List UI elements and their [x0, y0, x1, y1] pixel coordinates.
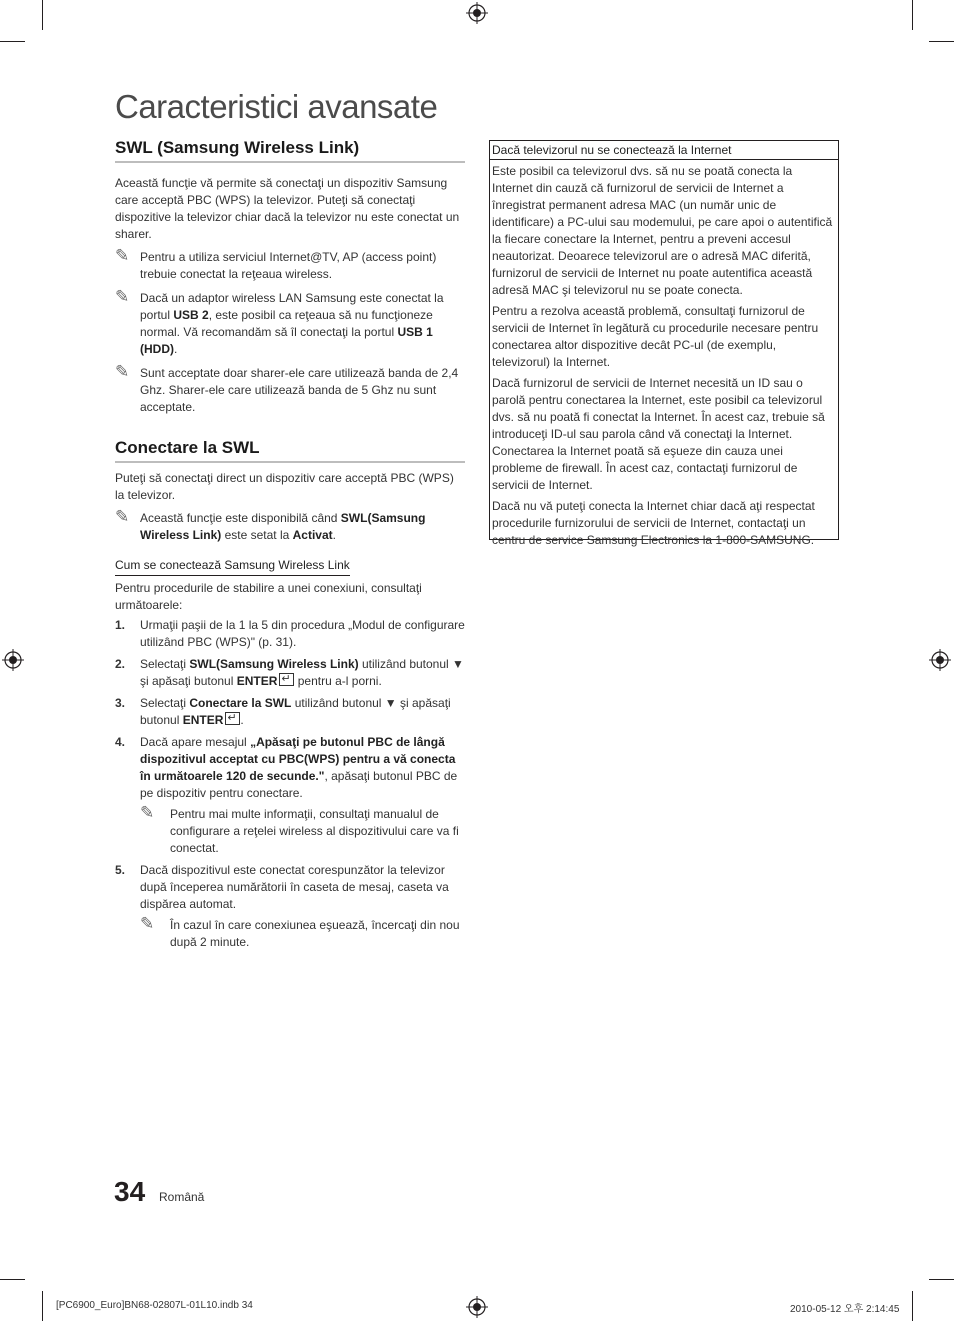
box-paragraph: Dacă furnizorul de servicii de Internet necesită un ID sau o parolă pentru conectarea la Internet, este posibil ca televizorul dvs. să nu poată fi conectat la Internet. În acest caz, trebuie să introduceţi ID-ul sau parola când vă conectaţi la Internet. Conectarea la Internet poată să eşueze din cauza unei probleme de firewall. În acest caz, contactaţi furnizorul de servicii de Internet. — [492, 376, 825, 492]
registration-mark-icon — [929, 649, 951, 671]
pencil-note-icon: ✎ — [140, 803, 155, 822]
step-text: Selectaţi — [140, 657, 190, 671]
note — [115, 246, 465, 283]
step-text: pentru a-l porni. — [294, 674, 382, 688]
left-column — [115, 138, 465, 951]
crop-mark — [0, 1279, 25, 1280]
pencil-note-icon: ✎ — [140, 914, 155, 933]
port-label: USB 1 (HDD) — [140, 325, 433, 356]
print-file-info: [PC6900_Euro]BN68-02807L-01L10.indb 34 — [56, 1300, 253, 1311]
step-1 — [115, 617, 465, 651]
step-text: , apăsaţi butonul PBC de pe dispozitiv pentru conectare. — [140, 769, 458, 800]
note-text: Sunt acceptate doar sharer-ele care utilizează banda de 2,4 Ghz. Sharer-ele care utilizează banda de 5 Ghz nu sunt acceptate. — [140, 366, 459, 414]
crop-mark — [912, 1291, 913, 1321]
subsection-intro: Pentru procedurile de stabilire a unei conexiuni, consultaţi următoarele: — [115, 581, 422, 612]
note-text: Dacă un adaptor wireless LAN Samsung este conectat la portul — [140, 291, 444, 322]
crop-mark — [42, 0, 43, 30]
menu-item-label: SWL(Samsung Wireless Link) — [189, 657, 359, 671]
note-text: este setat la — [221, 528, 293, 542]
step-3 — [115, 695, 465, 729]
note — [115, 287, 465, 358]
note-text: . — [174, 342, 178, 356]
step-text: Selectaţi — [140, 696, 190, 710]
step-text: . — [240, 713, 244, 727]
step-text: Dacă apare mesajul — [140, 735, 251, 749]
option-label: Activat — [292, 528, 333, 542]
note-text: Pentru a utiliza serviciul Internet@TV, AP (access point) trebuie conectat la reţeaua wireless. — [140, 250, 437, 281]
note — [115, 362, 465, 416]
menu-item-label: SWL(Samsung Wireless Link) — [140, 511, 426, 542]
swl-intro: Această funcţie vă permite să conectaţi un dispozitiv Samsung care acceptă PBC (WPS) la televizor. Puteţi să conectaţi dispozitive la televizor chiar dacă la televizor nu este conectat un sharer. — [115, 176, 460, 241]
note-text: Această funcţie este disponibilă când — [140, 511, 341, 525]
note — [140, 803, 465, 857]
step-2 — [115, 656, 465, 690]
port-label: USB 2 — [173, 308, 209, 322]
crop-mark — [929, 1279, 954, 1280]
crop-mark — [912, 0, 913, 30]
print-date-info: 2010-05-12 오후 2:14:45 — [790, 1304, 900, 1315]
registration-mark-icon — [2, 649, 24, 671]
step-number: 5. — [115, 863, 126, 877]
pencil-note-icon: ✎ — [115, 507, 130, 526]
step-text: Dacă dispozitivul este conectat corespunzător la televizor după începerea numărătorii în caseta de mesaj, caseta va dispărea automat. — [140, 863, 449, 911]
section-heading-connect: Conectare la SWL — [115, 438, 465, 463]
registration-mark-icon — [466, 2, 488, 24]
box-heading: Dacă televizorul nu se conectează la Internet — [490, 141, 838, 160]
button-label: ENTER — [182, 713, 224, 727]
subsection-heading: Cum se conectează Samsung Wireless Link — [115, 558, 350, 576]
connect-intro: Puteţi să conectaţi direct un dispozitiv care acceptă PBC (WPS) la televizor. — [115, 471, 454, 502]
page-title: Caracteristici avansate — [115, 88, 438, 125]
enter-key-icon — [225, 712, 240, 725]
step-number: 2. — [115, 657, 126, 671]
note-text: . — [332, 528, 336, 542]
note — [140, 914, 465, 951]
step-text: Urmaţii paşii de la 1 la 5 din procedura „Modul de configurare utilizând PBC (WPS)" (p. 31). — [140, 618, 465, 649]
pencil-note-icon: ✎ — [115, 287, 130, 306]
button-label: ENTER — [236, 674, 278, 688]
menu-item-label: Conectare la SWL — [189, 696, 292, 710]
note-text: Pentru mai multe informaţii, consultaţi manualul de configurare a reţelei wireless al dispozitivului care va fi conectat. — [170, 807, 459, 855]
message-text: „Apăsaţi pe butonul PBC de lângă dispozitivul acceptat cu PBC(WPS) pentru a vă conecta în următoarele 120 de secunde." — [140, 735, 456, 783]
box-paragraph: Este posibil ca televizorul dvs. să nu se poată conecta la Internet din cauză că furnizorul de servicii de Internet a înregistrat permanent adresa MAC (un număr unic de identificare) a PC-ului sau modemului, pe care apoi o autentifică la fiecare conectare la Internet, pentru a preveni accesul neautorizat. Deoarece televizorul are o adresă MAC diferită, furnizorul de servicii de Internet nu poate autentifica această adresă MAC şi televizorul nu se poate conecta. — [492, 164, 833, 297]
enter-key-icon — [279, 673, 294, 686]
crop-mark — [42, 1291, 43, 1321]
language-label: Română — [159, 1190, 205, 1204]
note-text: , este posibil ca reţeaua să nu funcţioneze normal. Vă recomandăm să îl conectaţi la portul — [140, 308, 433, 339]
step-text: utilizând butonul ▼ şi apăsaţi butonul — [140, 696, 451, 727]
crop-mark — [929, 41, 954, 42]
note-text: În cazul în care conexiunea eşuează, încercaţi din nou după 2 minute. — [170, 918, 460, 949]
section-heading-swl: SWL (Samsung Wireless Link) — [115, 138, 465, 163]
step-4 — [115, 734, 465, 857]
step-number: 4. — [115, 735, 126, 749]
registration-mark-icon — [466, 1296, 488, 1318]
box-paragraph: Dacă nu vă puteţi conecta la Internet chiar dacă aţi respectat procedurile furnizorului de servicii de Internet, contactaţi un centru de service Samsung Electronics la 1-800-SAMSUNG. — [492, 499, 815, 547]
box-paragraph: Pentru a rezolva această problemă, consultaţi furnizorul de servicii de Internet în legătură cu procedurile necesare pentru conectarea altor dispozitive decât PC-ul (de exemplu, televizorul) la Internet. — [492, 304, 819, 369]
page-number: 34 — [114, 1176, 146, 1207]
crop-mark — [0, 41, 25, 42]
pencil-note-icon: ✎ — [115, 246, 130, 265]
note — [115, 507, 465, 544]
troubleshooting-box — [489, 140, 839, 547]
step-5 — [115, 862, 465, 951]
pencil-note-icon: ✎ — [115, 362, 130, 381]
step-text: utilizând butonul ▼ şi apăsaţi butonul — [140, 657, 464, 688]
step-number: 3. — [115, 696, 126, 710]
step-number: 1. — [115, 618, 126, 632]
